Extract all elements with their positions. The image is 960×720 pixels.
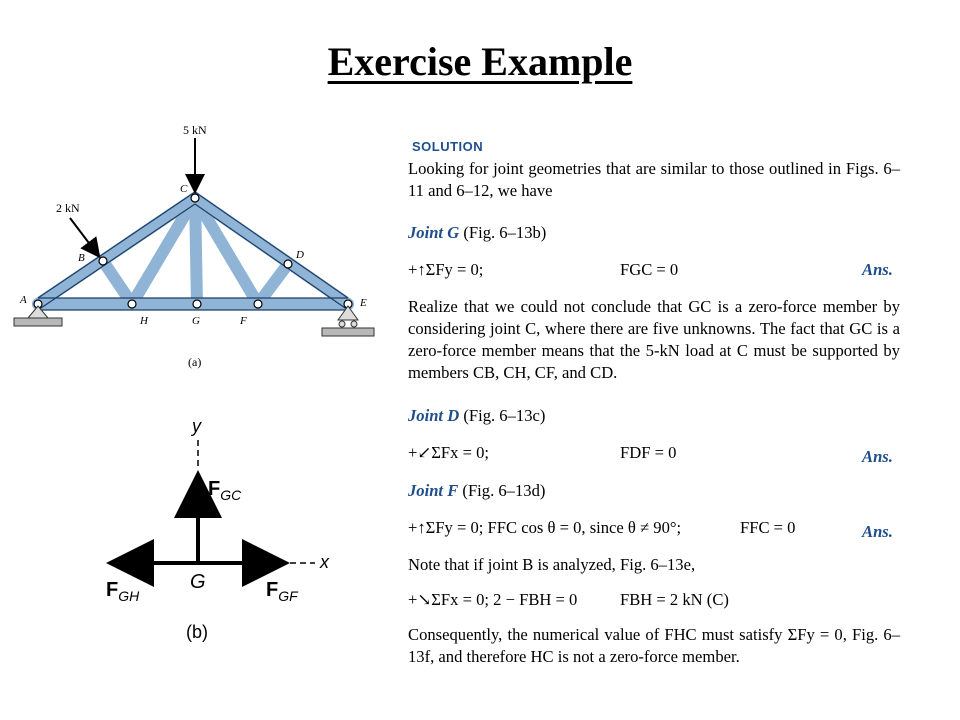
joint-g-result: FGC = 0 [620,260,679,279]
load-top-label: 5 kN [183,123,207,137]
joint-d-equation: +↙ΣFx = 0; [408,443,490,462]
label-D: D [296,249,304,261]
solution-para1: Realize that we could not conclude that GC is a zero-force member by considering joint C, where there are five unknowns. The fact that GC is a zero-force member means that the 5-kN load at C must be supported by members CB, CH, CF, and CD. [408,297,900,382]
label-C: C [180,183,188,195]
fbd-caption: (b) [186,622,208,642]
joint-d-ans: Ans. [862,447,893,466]
node-label: G [190,571,206,593]
solution-panel [402,128,908,688]
solution-conclusion: Consequently, the numerical value of FHC must satisfy ΣFy = 0, Fig. 6–13f, and therefore HC is not a zero-force member. [408,625,900,666]
joint-d-result: FDF = 0 [620,443,677,462]
joint-b-note: Note that if joint B is analyzed, Fig. 6–13e, [408,555,696,574]
joint-d-heading: Joint D (Fig. 6–13c) [408,406,546,425]
joint-g-heading: Joint G (Fig. 6–13b) [408,223,547,242]
joint-g-ans: Ans. [862,260,893,279]
joint-f-equation: +↑ΣFy = 0; FFC cos θ = 0, since θ ≠ 90°; [408,518,682,537]
label-F: F [240,315,247,327]
joint-b-result: FBH = 2 kN (C) [620,590,729,609]
label-E: E [360,297,367,309]
label-G: G [192,315,200,327]
label-B: B [78,252,85,264]
truss-caption: (a) [188,355,202,369]
force-gc-label: $F_{GC}$ [208,478,242,503]
load-left-label: 2 kN [56,201,80,215]
label-H: H [140,315,148,327]
solution-intro: Looking for joint geometries that are similar to those outlined in Figs. 6–11 and 6–12, we have [408,159,900,200]
axis-x-label: x [320,552,329,572]
joint-f-heading: Joint F (Fig. 6–13d) [408,481,546,500]
page-title: Exercise Example [327,39,633,84]
load-2kn-arrow [70,218,98,255]
axis-y-label: y [192,416,201,436]
label-A: A [20,294,27,306]
joint-f-ans: Ans. [862,522,893,541]
solution-heading: SOLUTION [412,139,484,154]
force-gh-label: $F_{GH}$ [106,579,140,604]
joint-b-equation: +↘ΣFx = 0; 2 − FBH = 0 [408,590,578,609]
force-gf-label: $F_{GF}$ [266,579,298,604]
free-body-diagram [90,400,350,650]
joint-g-equation: +↑ΣFy = 0; [408,260,484,279]
truss-diagram [0,118,380,378]
joint-f-result: FFC = 0 [740,518,796,537]
